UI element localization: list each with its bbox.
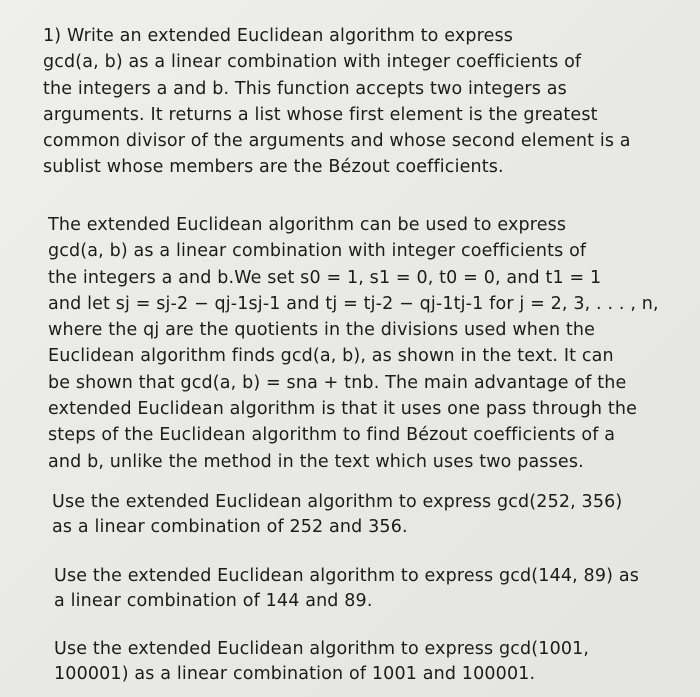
task-line: 100001) as a linear combination of 1001 and 100001. xyxy=(54,663,536,684)
explanation-line: and b, unlike the method in the text which uses two passes. xyxy=(48,451,584,472)
intro-line: the integers a and b. This function accepts two integers as xyxy=(43,78,567,99)
intro-line: common divisor of the arguments and whose second element is a xyxy=(43,131,631,152)
intro-line: gcd(a, b) as a linear combination with integer coefficients of xyxy=(43,52,582,73)
explanation-paragraph xyxy=(48,212,659,475)
explanation-line: The extended Euclidean algorithm can be used to express xyxy=(48,215,567,235)
explanation-line: the integers a and b.We set s0 = 1, s1 = 0, t0 = 0, and t1 = 1 xyxy=(48,267,602,288)
explanation-line: where the qj are the quotients in the divisions used when the xyxy=(48,320,596,341)
task-gcd-144-89 xyxy=(54,564,639,613)
task-gcd-1001-100001 xyxy=(54,637,589,686)
intro-line: 1) Write an extended Euclidean algorithm to express xyxy=(43,26,514,46)
explanation-line: and let sj = sj-2 − qj-1sj-1 and tj = tj-2 − qj-1tj-1 for j = 2, 3, . . . , n, xyxy=(48,293,659,314)
task-line: as a linear combination of 252 and 356. xyxy=(52,516,408,537)
task-gcd-252-356 xyxy=(52,490,622,539)
task-line: Use the extended Euclidean algorithm to express gcd(1001, xyxy=(54,639,590,659)
explanation-line: Euclidean algorithm finds gcd(a, b), as shown in the text. It can xyxy=(48,346,614,367)
explanation-line: be shown that gcd(a, b) = sna + tnb. The main advantage of the xyxy=(48,372,627,393)
intro-paragraph xyxy=(43,23,631,181)
task-line: a linear combination of 144 and 89. xyxy=(54,590,373,611)
explanation-line: gcd(a, b) as a linear combination with integer coefficients of xyxy=(48,241,587,262)
explanation-line: extended Euclidean algorithm is that it uses one pass through the xyxy=(48,399,637,420)
task-line: Use the extended Euclidean algorithm to express gcd(252, 356) xyxy=(52,492,623,512)
intro-line: arguments. It returns a list whose first element is the greatest xyxy=(43,104,598,125)
intro-line: sublist whose members are the Bézout coefficients. xyxy=(43,157,504,178)
explanation-line: steps of the Euclidean algorithm to find Bézout coefficients of a xyxy=(48,425,616,446)
task-line: Use the extended Euclidean algorithm to express gcd(144, 89) as xyxy=(54,566,639,586)
